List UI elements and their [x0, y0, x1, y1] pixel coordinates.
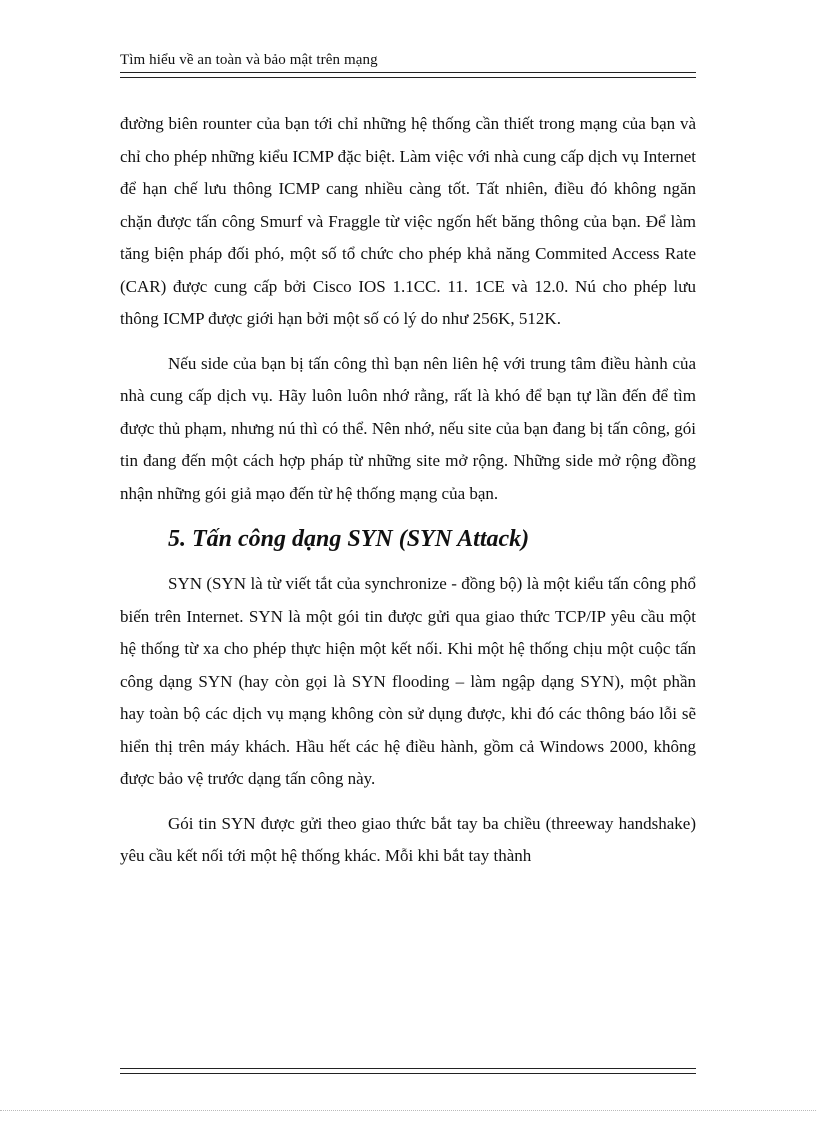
- paragraph: SYN (SYN là từ viết tắt của synchronize - đồng bộ) là một kiểu tấn công phổ biến trên Internet. SYN là một gói tin được gửi qua giao thức TCP/IP yêu cầu một hệ thống từ xa cho phép thực hiện một kết nối. Khi một hệ thống chịu một cuộc tấn công dạng SYN (hay còn gọi là SYN flooding – làm ngập dạng SYN), một phần hay toàn bộ các dịch vụ mạng không còn sử dụng được, khi đó các thông báo lỗi sẽ hiển thị trên máy khách. Hầu hết các hệ điều hành, gồm cả Windows 2000, không được bảo vệ trước dạng tấn công này.: [120, 574, 696, 788]
- header-rule: [120, 72, 696, 78]
- section-heading: 5. Tấn công dạng SYN (SYN Attack): [168, 526, 530, 552]
- paragraph: đường biên rounter của bạn tới chỉ những hệ thống cần thiết trong mạng của bạn và chỉ cho phép những kiểu ICMP đặc biệt. Làm việc với nhà cung cấp dịch vụ Internet để hạn chế lưu thông ICMP cang nhiều càng tốt. Tất nhiên, điều đó không ngăn chặn được tấn công Smurf và Fraggle từ việc ngốn hết băng thông của bạn. Để làm tăng biện pháp đối phó, một số tổ chức cho phép khả năng Commited Access Rate (CAR) được cung cấp bởi Cisco IOS 1.1CC. 11. 1CE và 12.0. Nú cho phép lưu thông ICMP được giới hạn bởi một số có lý do như 256K, 512K.: [120, 114, 696, 328]
- page-body: [120, 108, 696, 885]
- page-edge: [0, 1110, 816, 1111]
- running-header: Tìm hiểu về an toàn và bảo mật trên mạng: [120, 52, 378, 68]
- footer-rule: [120, 1068, 696, 1074]
- paragraph: Gói tin SYN được gửi theo giao thức bắt tay ba chiều (threeway handshake) yêu cầu kết nối tới một hệ thống khác. Mỗi khi bắt tay thành: [120, 813, 696, 865]
- paragraph: Nếu side của bạn bị tấn công thì bạn nên liên hệ với trung tâm điều hành của nhà cung cấp dịch vụ. Hãy luôn luôn nhớ rằng, rất là khó để bạn tự lần đến để tìm được thủ phạm, nhưng nú thì có thể. Nên nhớ, nếu site của bạn đang bị tấn công, gói tin đang đến một cách hợp pháp từ những site mở rộng. Những side mở rộng đồng nhận những gói giả mạo đến từ hệ thống mạng của bạn.: [120, 353, 696, 503]
